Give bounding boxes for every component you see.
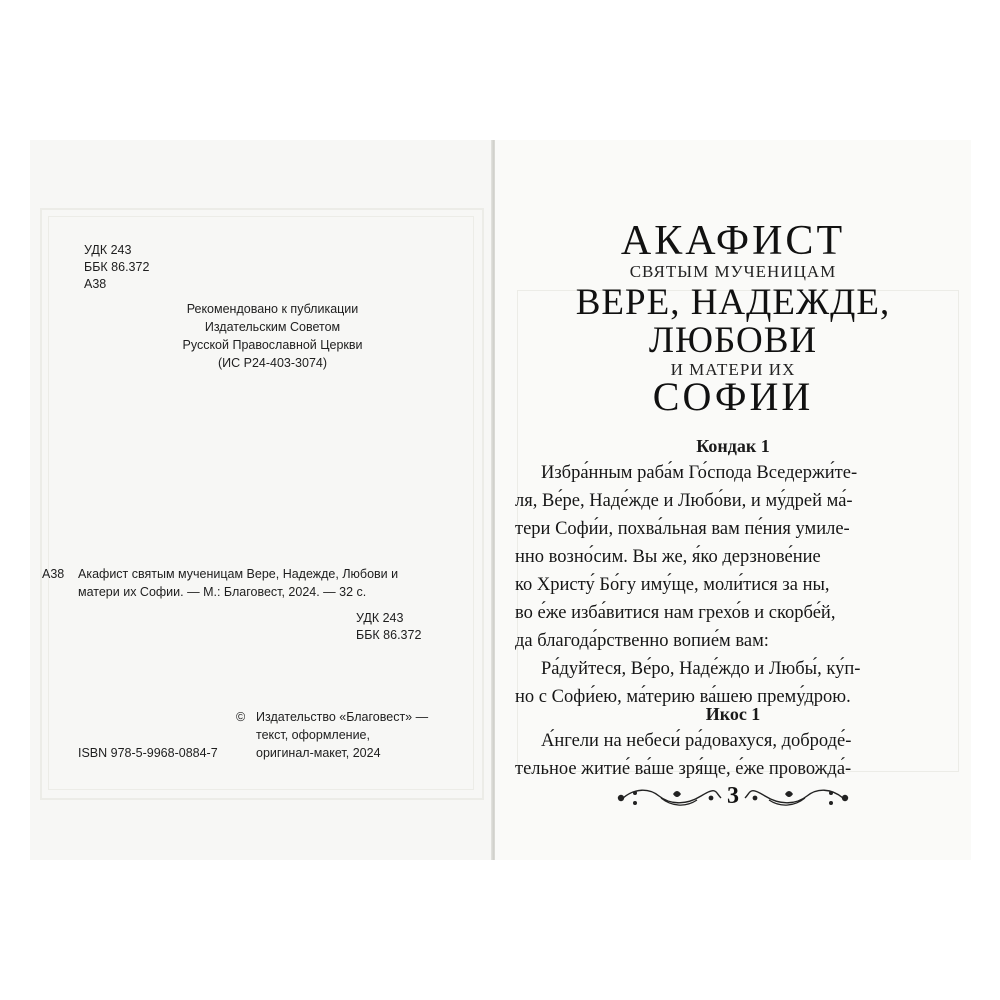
ikos-line: А́нгели на небеси́ ра́довахуся, доброде́- [541, 731, 852, 751]
kondak-line: нно возно́сим. Вы же, я́ко дерзнове́ние [515, 547, 821, 567]
copyright-symbol: © [236, 710, 246, 724]
title-sophia: СОФИИ [652, 374, 814, 419]
author-code: А38 [84, 277, 107, 291]
recommendation-line-1: Рекомендовано к публикации [186, 302, 359, 316]
page-number: 3 [727, 783, 739, 809]
book-spread [30, 140, 971, 860]
left-page [30, 140, 492, 860]
kondak-line: ля, Ве́ре, Наде́жде и Любо́ви, и му́дрей ма́- [515, 491, 853, 511]
copyright-line-2: текст, оформление, [256, 728, 370, 742]
kondak-line: тери Софи́и, похва́льная вам пе́ния умиле- [515, 519, 850, 539]
recommendation-line-3: Русской Православной Церкви [182, 338, 363, 352]
floral-ornament-right-icon [741, 784, 851, 812]
title-mother: И МАТЕРИ ИХ [670, 360, 796, 379]
bib-record-line-2: матери их Софии. — М.: Благовест, 2024. — 32 с. [78, 585, 367, 599]
kondak-line: ко Христу́ Бо́гу иму́ще, моли́тися за ны, [515, 575, 830, 595]
kondak-line: да благода́рственно вопие́м вам: [515, 631, 769, 651]
kondak-line: Избра́нным раба́м Го́спода Вседержи́те- [541, 463, 858, 483]
ikos-heading: Икос 1 [705, 704, 761, 724]
ikos-line: тельное житие́ ва́ше зря́ще, е́же провожда́- [515, 759, 852, 779]
title-akathist: АКАФИСТ [620, 218, 846, 264]
kondak-line: во е́же изба́витися нам грехо́в и скорбе́й, [515, 603, 836, 623]
bib-udc-code: УДК 243 [356, 611, 404, 625]
kondak-line: но с Софи́ею, ма́терию ва́шею прему́дрою. [515, 687, 851, 707]
right-page [495, 140, 971, 860]
kondak-line: Ра́дуйтеся, Ве́ро, Наде́ждо и Любы́, ку́п- [541, 659, 861, 679]
title-subtitle: СВЯТЫМ МУЧЕНИЦАМ [629, 262, 837, 281]
title-names-1: ВЕРЕ, НАДЕЖДЕ, [575, 282, 891, 323]
recommendation-line-2: Издательским Советом [204, 320, 341, 334]
kondak-heading: Кондак 1 [696, 436, 770, 456]
udc-code: УДК 243 [84, 243, 132, 257]
bbk-code: ББК 86.372 [84, 260, 150, 274]
title-names-2: ЛЮБОВИ [648, 320, 818, 361]
copyright-line-1: Издательство «Благовест» — [256, 710, 429, 724]
recommendation-line-4: (ИС Р24-403-3074) [217, 356, 328, 370]
isbn: ISBN 978-5-9968-0884-7 [78, 746, 218, 760]
bib-record-line-1: Акафист святым мученицам Вере, Надежде, Любови и [78, 567, 399, 581]
bib-bbk-code: ББК 86.372 [356, 628, 422, 642]
bib-code: А38 [42, 567, 65, 581]
copyright-line-3: оригинал-макет, 2024 [256, 746, 381, 760]
